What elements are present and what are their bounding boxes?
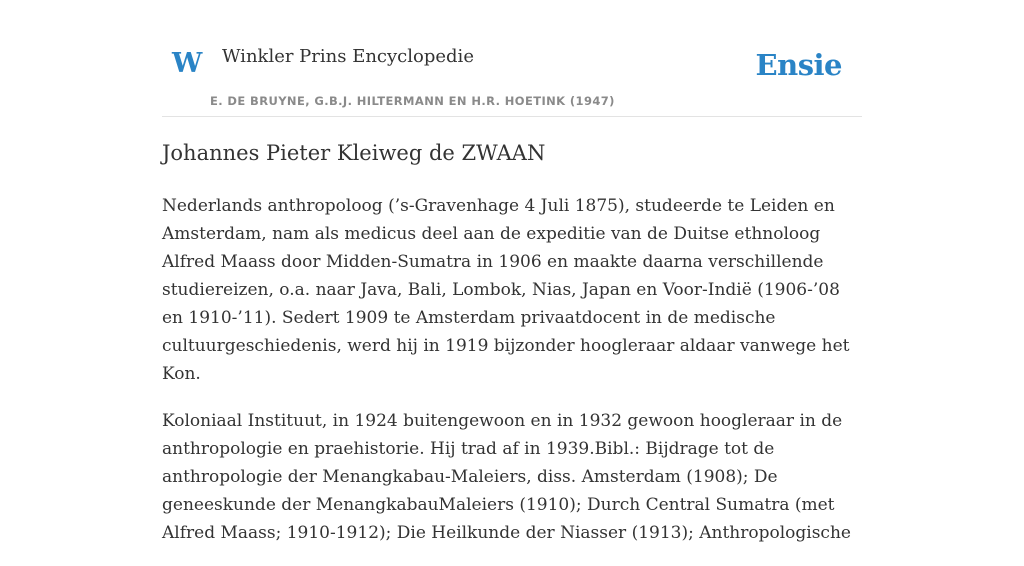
publication-logo-icon[interactable]: W: [172, 48, 203, 79]
publication-title[interactable]: Winkler Prins Encyclopedie: [222, 46, 474, 67]
article-title: Johannes Pieter Kleiweg de ZWAAN: [162, 141, 546, 165]
article-paragraph: Koloniaal Instituut, in 1924 buitengewoon en in 1932 gewoon hoogleraar in de anthropologie en praehistorie. Hij trad af in 1939.Bibl.: Bijdrage tot de anthropologie der Menangkabau-Maleiers, diss. Amsterdam (1908); De geneeskunde der MenangkabauMaleiers (1910); Durch Central Sumatra (met Alfred Maass; 1910-1912); Die Heilkunde der Niasser (1913); Anthropologische: [162, 411, 851, 543]
page: [162, 0, 862, 543]
ensie-logo[interactable]: Ensie: [755, 48, 842, 82]
page-header: [162, 0, 862, 117]
article-paragraph: Nederlands anthropoloog (’s-Gravenhage 4 Juli 1875), studeerde te Leiden en Amsterdam, nam als medicus deel aan de expeditie van de Duitse ethnoloog Alfred Maass door Midden-Sumatra in 1906 en maakte daarna verschillende studiereizen, o.a. naar Java, Bali, Lombok, Nias, Japan en Voor-Indië (1906-’08 en 1910-’11). Sedert 1909 te Amsterdam privaatdocent in de medische cultuurgeschiedenis, werd hij in 1919 bijzonder hoogleraar aldaar vanwege het Kon.: [162, 196, 850, 384]
article-body: [162, 192, 862, 566]
publication-authors: E. DE BRUYNE, G.B.J. HILTERMANN EN H.R. HOETINK (1947): [210, 94, 615, 108]
